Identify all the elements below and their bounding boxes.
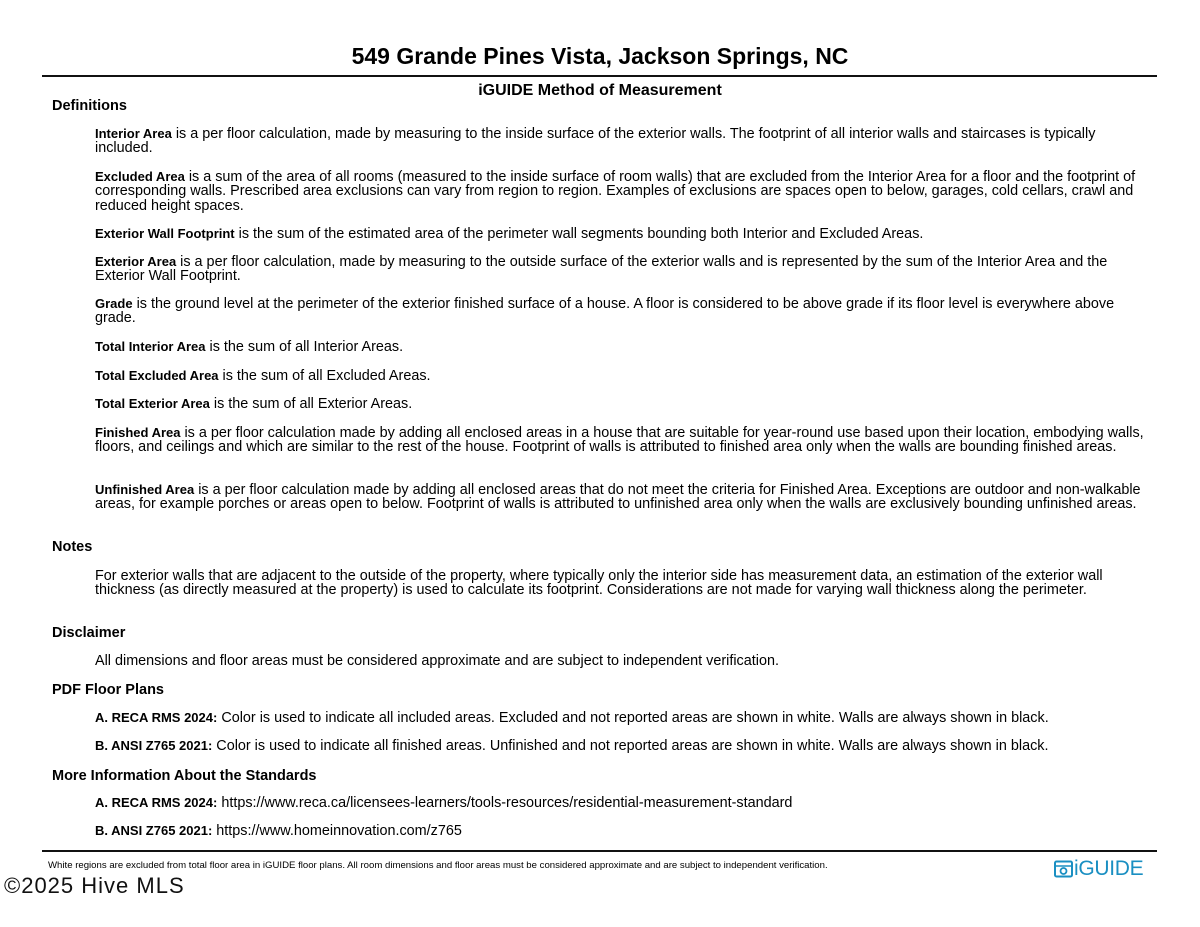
standard-term: B. ANSI Z765 2021: — [95, 738, 213, 753]
standard-term: A. RECA RMS 2024: — [95, 710, 218, 725]
definition-text: is a per floor calculation, made by measuring to the outside surface of the exterior walls and is represented by the sum of the Interior Area and the Exterior Wall Footprint. — [95, 254, 1108, 285]
definition-grade — [95, 297, 1155, 326]
definitions-heading: Definitions — [52, 98, 127, 114]
brand-name: iGUIDE — [1074, 857, 1144, 880]
definition-total-interior-area — [95, 340, 1155, 354]
definition-total-exterior-area — [95, 397, 1155, 411]
disclaimer-text: All dimensions and floor areas must be considered approximate and are subject to independent verification. — [95, 653, 779, 669]
definition-text: is a per floor calculation, made by measuring to the inside surface of the exterior walls. The footprint of all interior walls and staircases is typically included. — [95, 126, 1096, 157]
definition-term: Finished Area — [95, 425, 181, 440]
definition-text: is the sum of all Exterior Areas. — [209, 396, 413, 412]
definition-finished-area — [95, 426, 1155, 455]
definition-text: is the sum of all Interior Areas. — [205, 339, 404, 355]
footer-note: White regions are excluded from total floor area in iGUIDE floor plans. All room dimensions and floor areas must be considered approximate and are subject to independent verification. — [48, 860, 828, 871]
iguide-logo — [1054, 857, 1143, 881]
definition-term: Unfinished Area — [95, 482, 195, 497]
definition-text: is the sum of all Excluded Areas. — [218, 368, 431, 384]
disclaimer-heading: Disclaimer — [52, 625, 126, 641]
definition-term: Total Excluded Area — [95, 368, 219, 383]
definition-term: Interior Area — [95, 126, 172, 141]
pdf-floor-plan-ansi — [95, 739, 1155, 753]
definition-term: Grade — [95, 296, 133, 311]
standard-term: A. RECA RMS 2024: — [95, 795, 218, 810]
definition-exterior-wall-footprint — [95, 227, 1155, 241]
definition-text: is a per floor calculation made by adding all enclosed areas in a house that are suitable for year-round use based upon their location, embodying walls, floors, and ceilings and which are similar to the rest of the house. Footprint of walls is attributed to finished area only when the walls are bounding finished areas. — [95, 425, 1144, 456]
definition-exterior-area — [95, 255, 1155, 284]
definition-term: Exterior Area — [95, 254, 177, 269]
footer-divider — [42, 850, 1157, 852]
definition-term: Exterior Wall Footprint — [95, 226, 235, 241]
definition-term: Excluded Area — [95, 169, 185, 184]
definition-interior-area — [95, 127, 1155, 156]
pdf-floor-plan-reca — [95, 711, 1155, 725]
definition-text: is a sum of the area of all rooms (measured to the inside surface of room walls) that are excluded from the Interior Area for a floor and the footprint of corresponding walls. Prescribed area exclusions can vary from region to region. Examples of exclusions are spaces open to below, garages, cold cellars, crawl and reduced height spaces. — [95, 169, 1136, 214]
definition-unfinished-area — [95, 483, 1155, 512]
standards-ansi-link — [95, 824, 1155, 838]
page-subtitle: iGUIDE Method of Measurement — [478, 82, 722, 99]
definition-term: Total Interior Area — [95, 339, 206, 354]
standards-heading: More Information About the Standards — [52, 768, 317, 784]
header-divider — [42, 75, 1157, 77]
standard-term: B. ANSI Z765 2021: — [95, 823, 213, 838]
definition-excluded-area — [95, 170, 1155, 213]
standard-url[interactable]: https://www.reca.ca/licensees-learners/tools-resources/residential-measurement-standard — [217, 795, 793, 811]
standard-url[interactable]: https://www.homeinnovation.com/z765 — [212, 823, 462, 839]
notes-heading: Notes — [52, 539, 93, 555]
pdf-floor-plans-heading: PDF Floor Plans — [52, 682, 164, 698]
notes-text: For exterior walls that are adjacent to the outside of the property, where typically only the interior side has measurement data, an estimation of the exterior wall thickness (as directly measured at the property) is used to calculate its footprint. Considerations are not made for varying wall thickness along the perimeter. — [95, 568, 1103, 599]
standard-text: Color is used to indicate all finished areas. Unfinished and not reported areas are shown in white. Walls are always shown in black. — [212, 738, 1049, 754]
definition-total-excluded-area — [95, 369, 1155, 383]
definition-term: Total Exterior Area — [95, 396, 210, 411]
standards-reca-link — [95, 796, 1155, 810]
definition-text: is a per floor calculation made by adding all enclosed areas that do not meet the criteria for Finished Area. Exceptions are outdoor and non-walkable areas, for example porches or areas open to below. Footprint of walls is attributed to unfinished area only when the walls are exclusively bounding unfinished areas. — [95, 482, 1141, 513]
iguide-camera-icon — [1054, 860, 1073, 878]
page-title: 549 Grande Pines Vista, Jackson Springs, NC — [351, 43, 849, 69]
copyright-watermark: ©2025 Hive MLS — [4, 873, 185, 898]
definition-text: is the ground level at the perimeter of the exterior finished surface of a house. A floor is considered to be above grade if its floor level is everywhere above grade. — [95, 296, 1115, 327]
standard-text: Color is used to indicate all included areas. Excluded and not reported areas are shown in white. Walls are always shown in black. — [217, 710, 1049, 726]
definition-text: is the sum of the estimated area of the perimeter wall segments bounding both Interior and Excluded Areas. — [234, 226, 924, 242]
